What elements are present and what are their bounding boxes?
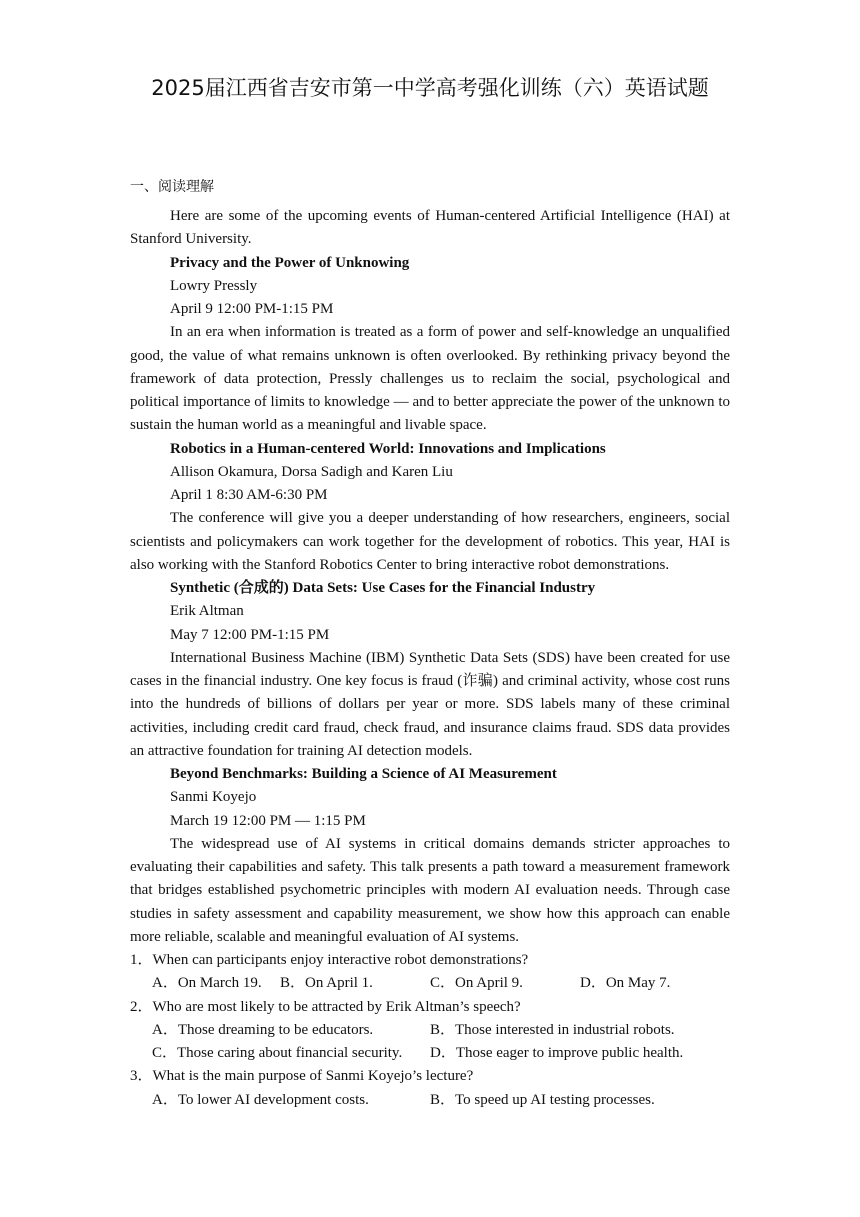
option-a[interactable]: A．To lower AI development costs. [152,1091,369,1108]
event-description: The widespread use of AI systems in critical domains demands stricter approaches to evaluating their capabilities and safety. This talk presents a path toward a measurement framework that bridges established psychometric principles with modern AI evaluation needs. Through case studies in safety assessment and capability measurement, we show how this approach can enable more reliable, scalable and meaningful evaluation of AI systems. [130,835,730,945]
question-stem: 1．When can participants enjoy interactive robot demonstrations? [130,952,529,968]
event-time: May 7 12:00 PM-1:15 PM [170,626,330,643]
question-options [130,972,730,995]
event-heading: Synthetic (合成的) Data Sets: Use Cases for the Financial Industry [170,580,596,596]
event-heading: Beyond Benchmarks: Building a Science of AI Measurement [170,766,557,782]
event-time: March 19 12:00 PM — 1:15 PM [170,812,366,829]
event-description: In an era when information is treated as a form of power and self-knowledge an unqualified good, the value of what remains unknown is often overlooked. By rethinking privacy beyond the framework of data protection, Pressly challenges us to reclaim the social, psychological and political importance of limits to knowledge — and to better appreciate the power of the unknown to sustain the human world as a meaningful and livable space. [130,324,730,434]
option-b[interactable]: B．Those interested in industrial robots. [430,1021,675,1038]
option-c[interactable]: C．Those caring about financial security. [152,1045,403,1061]
option-a[interactable]: A．Those dreaming to be educators. [152,1021,374,1038]
document-title: 2025届江西省吉安市第一中学高考强化训练（六）英语试题 [151,76,709,100]
event-time: April 9 12:00 PM-1:15 PM [170,301,334,317]
event-heading: Robotics in a Human-centered World: Innovations and Implications [170,440,606,457]
question-stem: 3．What is the main purpose of Sanmi Koyejo’s lecture? [130,1068,474,1085]
event-description: The conference will give you a deeper understanding of how researchers, engineers, social scientists and policymakers can work together for the development of robotics. This year, HAI is also working with the Stanford Robotics Center to bring interactive robot demonstrations. [130,510,730,573]
option-c[interactable]: C．On April 9. [430,975,523,992]
question-stem: 2．Who are most likely to be attracted by Erik Altman’s speech? [130,998,521,1015]
question-options [130,1019,730,1042]
event-speaker: Erik Altman [170,603,244,620]
option-d[interactable]: D．Those eager to improve public health. [430,1045,684,1061]
option-d[interactable]: D．On May 7. [580,975,671,992]
option-a[interactable]: A．On March 19. [152,975,262,992]
event-speaker: Sanmi Koyejo [170,789,257,806]
section-heading: 一、阅读理解 [130,179,214,195]
option-b[interactable]: B．On April 1. [280,975,373,992]
event-speaker: Lowry Pressly [170,277,258,294]
event-heading: Privacy and the Power of Unknowing [170,254,410,271]
intro-paragraph: Here are some of the upcoming events of Human-centered Artificial Intelligence (HAI) at Stanford University. [130,208,730,248]
question-options [130,1089,730,1112]
reading-passage [130,205,730,1112]
question-options [130,1042,730,1065]
event-time: April 1 8:30 AM-6:30 PM [170,487,328,503]
event-description: International Business Machine (IBM) Synthetic Data Sets (SDS) have been created for use cases in the financial industry. One key focus is fraud (诈骗) and criminal activity, whose cost runs into the hundreds of billions of dollars per year or more. SDS labels many of these criminal activities, including credit card fraud, check fraud, and insurance claims fraud. SDS data provides an attractive foundation for training AI detection models. [130,649,730,759]
event-speaker: Allison Okamura, Dorsa Sadigh and Karen Liu [170,463,453,480]
option-b[interactable]: B．To speed up AI testing processes. [430,1091,655,1108]
